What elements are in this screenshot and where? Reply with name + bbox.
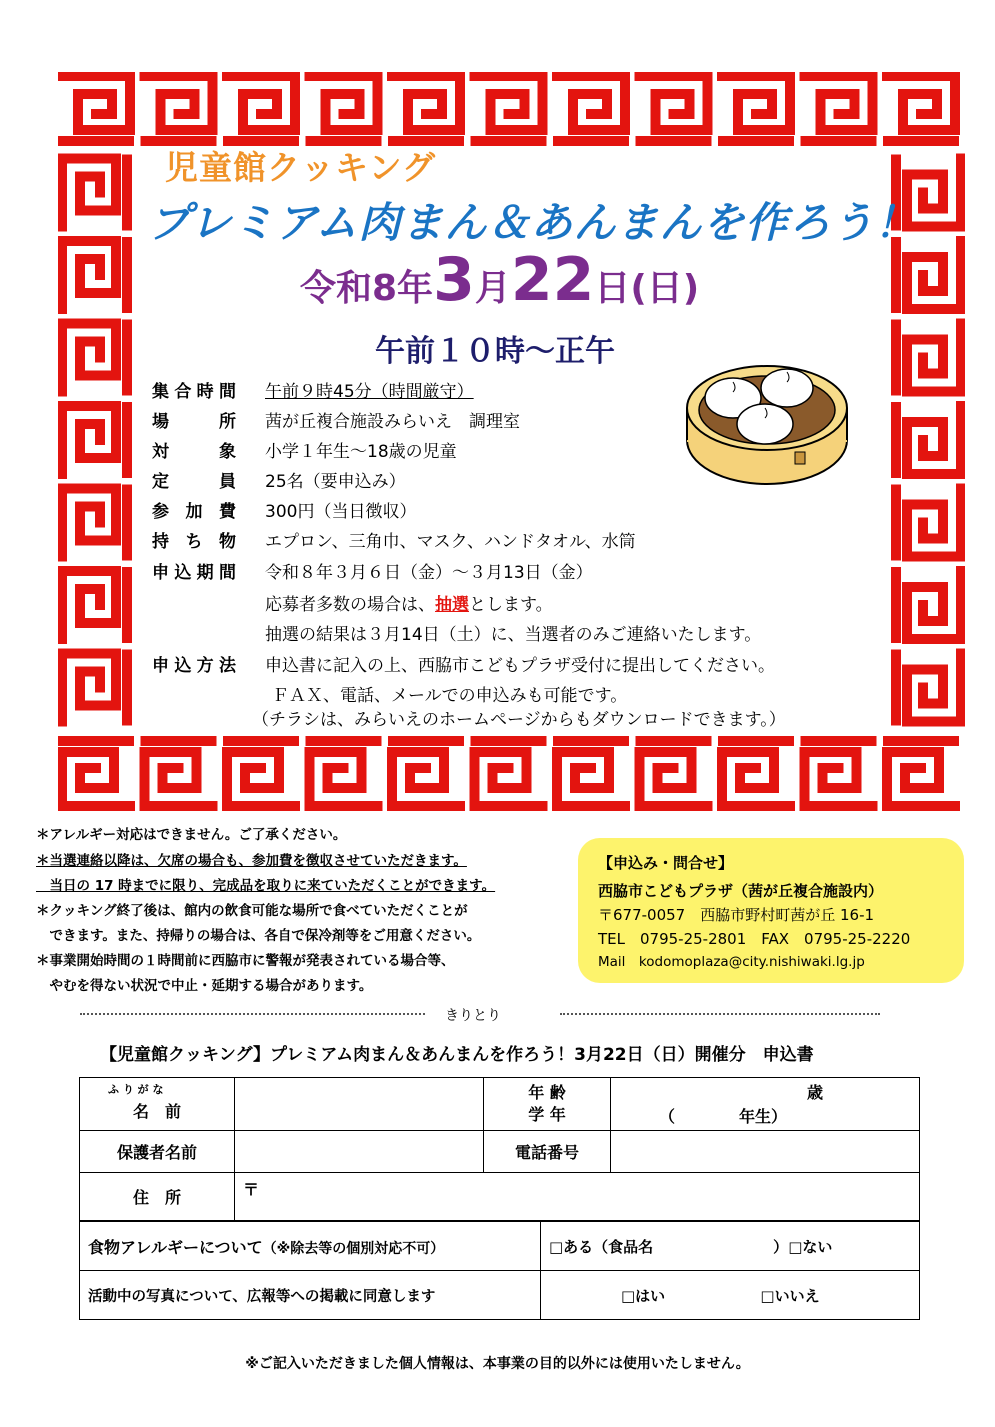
fret-motif [306, 76, 382, 146]
fret-motif [62, 650, 132, 726]
detail-value-download-note: （チラシは、みらいえのホームページからもダウンロードできます。） [252, 710, 786, 730]
application-form [79, 1077, 920, 1221]
fret-motif [883, 76, 959, 146]
contact-box [578, 838, 964, 983]
fret-motif [891, 485, 961, 561]
note-eating-2: できます。また、持帰りの場合は、各自で保冷剤等をご用意ください。 [36, 928, 481, 944]
fret-motif [718, 76, 794, 146]
contact-phone: TEL 0795-25-2801 FAX 0795-25-2220 [598, 930, 911, 948]
name-label-cell [80, 1078, 235, 1131]
steamer-buns-illustration [683, 352, 851, 487]
fret-motif [62, 567, 132, 643]
fret-motif [306, 736, 382, 806]
event-title: プレミアム肉まん＆あんまんを作ろう！ [148, 198, 918, 247]
fret-motif [58, 76, 134, 146]
guardian-input[interactable] [235, 1131, 484, 1173]
lottery-emphasis: 抽選 [435, 595, 469, 615]
fret-motif [471, 736, 547, 806]
detail-label-target: 対象 [152, 442, 236, 462]
date-month-unit: 月 [474, 268, 511, 309]
contact-mail: Mail kodomoplaza@city.nishiwaki.lg.jp [598, 954, 865, 970]
fret-motif [223, 736, 299, 806]
note-allergy: ＊アレルギー対応はできません。ご了承ください。 [36, 827, 347, 843]
fret-motif [718, 736, 794, 806]
date-weekday: (日) [630, 268, 700, 309]
photo-options [541, 1271, 920, 1320]
fret-motif [141, 736, 217, 806]
lottery-text-post: とします。 [469, 595, 553, 615]
detail-value-lottery-result: 抽選の結果は３月14日（土）に、当選者のみご連絡いたします。 [265, 625, 762, 645]
grade-unit: （ 年生） [659, 1107, 788, 1126]
fret-motif [62, 402, 132, 478]
note-eating-1: ＊クッキング終了後は、館内の飲食可能な場所で食べていただくことが [36, 903, 468, 919]
privacy-footer: ※ご記入いただきました個人情報は、本事業の目的以外には使用いたしません。 [245, 1356, 750, 1372]
fret-motif [62, 237, 132, 313]
postal-mark: 〒 [243, 1180, 260, 1199]
fret-motif [636, 76, 712, 146]
fret-motif [891, 650, 961, 726]
fret-motif [636, 736, 712, 806]
contact-org: 西脇市こどもプラザ（茜が丘複合施設内） [598, 882, 884, 900]
detail-value-fee: 300円（当日徴収） [265, 502, 417, 522]
event-series-title: 児童館クッキング [165, 148, 437, 187]
fret-motif [801, 76, 877, 146]
detail-label-fee: 参加費 [152, 502, 236, 522]
note-fee-cancel: ＊当選連絡以降は、欠席の場合も、参加費を徴収させていただきます。 [36, 853, 467, 869]
name-input[interactable] [235, 1078, 484, 1131]
cut-line-label: きりとり [445, 1008, 501, 1024]
fret-motif [62, 485, 132, 561]
phone-label: 電話番号 [484, 1131, 611, 1173]
contact-address: 〒677-0057 西脇市野村町茜が丘 16-1 [598, 906, 875, 924]
detail-value-lottery-notice [265, 590, 553, 615]
allergy-note: （※除去等の個別対応不可） [262, 1240, 445, 1257]
detail-value-belongings: エプロン、三角巾、マスク、ハンドタオル、水筒 [265, 532, 636, 552]
fret-motif [891, 320, 961, 396]
detail-value-target: 小学１年生～18歳の児童 [265, 442, 457, 462]
age-unit: 歳 [807, 1083, 824, 1102]
detail-label-belongings: 持ち物 [152, 532, 236, 552]
phone-input[interactable] [611, 1131, 920, 1173]
detail-label-place: 場所 [152, 412, 236, 432]
grade-label: 学 年 [528, 1105, 566, 1124]
fret-motif [891, 402, 961, 478]
age-grade-label-cell [484, 1078, 611, 1131]
contact-heading: 【申込み・問合せ】 [598, 854, 734, 872]
detail-value-application-method: 申込書に記入の上、西脇市こどもプラザ受付に提出してください。 [265, 656, 775, 676]
fret-motif [388, 76, 464, 146]
detail-value-gathering-time: 午前９時45分（時間厳守） [265, 382, 474, 402]
event-date [300, 245, 699, 315]
note-warning-1: ＊事業開始時間の１時間前に西脇市に警報が発表されている場合等、 [36, 953, 455, 969]
detail-value-place: 茜が丘複合施設みらいえ 調理室 [265, 412, 520, 432]
guardian-label: 保護者名前 [80, 1131, 235, 1173]
note-pickup: 当日の 17 時までに限り、完成品を取りに来ていただくことができます。 [36, 878, 496, 894]
detail-value-application-period: 令和８年３月６日（金）～３月13日（金） [265, 563, 593, 583]
fret-motif [883, 736, 959, 806]
detail-label-capacity: 定員 [152, 472, 236, 492]
age-grade-input[interactable] [611, 1078, 920, 1131]
fret-motif [141, 76, 217, 146]
fret-motif [58, 736, 134, 806]
address-input[interactable] [235, 1173, 920, 1221]
address-label: 住 所 [80, 1173, 235, 1221]
allergy-yes-checkbox[interactable]: □ある（食品名 ） [549, 1237, 789, 1256]
allergy-options [541, 1222, 920, 1271]
fret-motif [62, 320, 132, 396]
fret-motif [471, 76, 547, 146]
allergy-label: 食物アレルギーについて [88, 1237, 263, 1257]
date-day: 22 [510, 245, 595, 315]
date-month: 3 [433, 245, 475, 315]
allergy-no-checkbox[interactable]: □ない [788, 1237, 833, 1256]
event-time: 午前１０時～正午 [375, 334, 615, 369]
photo-no-checkbox[interactable]: □いいえ [760, 1286, 820, 1305]
lottery-text-pre: 応募者多数の場合は、 [265, 595, 435, 615]
fret-motif [891, 567, 961, 643]
detail-label-gathering-time: 集合時間 [152, 382, 236, 402]
form-title: 【児童館クッキング】プレミアム肉まん＆あんまんを作ろう！3月22日（日）開催分 申込書 [100, 1045, 814, 1065]
date-era: 令和8年 [300, 268, 434, 309]
detail-label-application-method: 申込方法 [152, 656, 236, 676]
photo-consent-label: 活動中の写真について、広報等への掲載に同意します [80, 1271, 541, 1320]
note-warning-2: やむを得ない状況で中止・延期する場合があります。 [36, 978, 373, 994]
fret-motif [801, 736, 877, 806]
name-label: 名 前 [132, 1101, 181, 1121]
detail-value-capacity: 25名（要申込み） [265, 472, 406, 492]
fret-motif [223, 76, 299, 146]
furigana-label: ふ り が な [108, 1083, 164, 1096]
age-label: 年 齢 [528, 1083, 566, 1102]
cut-line-left [80, 1013, 425, 1015]
fret-motif [553, 76, 629, 146]
fret-motif [388, 736, 464, 806]
date-day-unit: 日 [594, 268, 631, 309]
allergy-label-cell [80, 1222, 541, 1271]
cut-line-right [560, 1013, 880, 1015]
detail-label-application-period: 申込期間 [152, 563, 236, 583]
fret-motif [62, 155, 132, 231]
consent-form [79, 1221, 920, 1320]
detail-value-other-methods: ＦＡＸ、電話、メールでの申込みも可能です。 [272, 686, 628, 706]
fret-motif [553, 736, 629, 806]
photo-yes-checkbox[interactable]: □はい [621, 1286, 666, 1305]
